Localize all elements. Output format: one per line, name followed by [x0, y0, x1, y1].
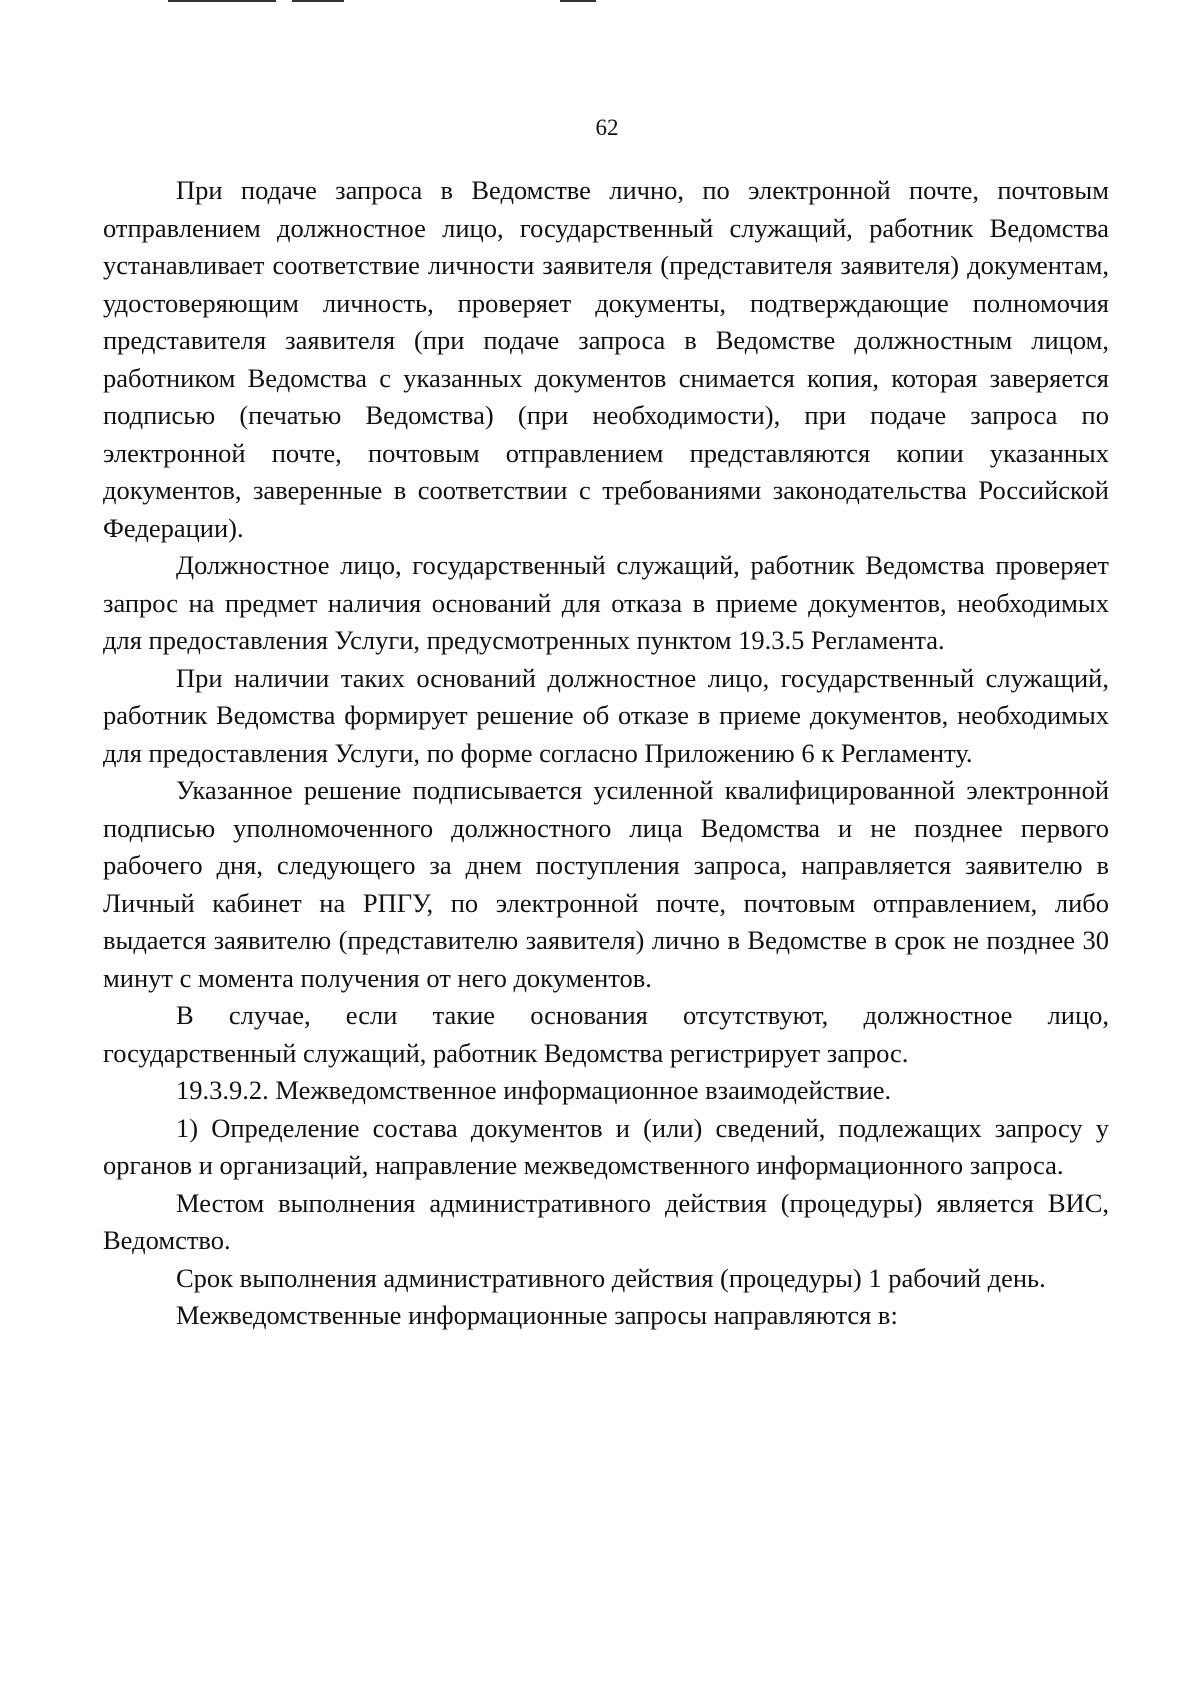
paragraph-refusal-decision: При наличии таких оснований должностное лицо, государственный служащий, работник Ведомства формирует решение об отказе в приеме документов, необходимых для предоставления Услуги, по форме согласно Приложению 6 к Регламенту.: [103, 662, 1109, 768]
scan-edge-mark: [292, 0, 344, 2]
document-body: [103, 172, 1109, 1335]
paragraph-request-check: Должностное лицо, государственный служащий, работник Ведомства проверяет запрос на предмет наличия оснований для отказа в приеме документов, необходимых для предоставления Услуги, предусмотренных пунктом 19.3.5 Регламента.: [103, 550, 1109, 655]
paragraph-document-composition: 1) Определение состава документов и (или) сведений, подлежащих запросу у органов и организаций, направление межведомственного информационного запроса.: [103, 1112, 1109, 1180]
page-number: 62: [595, 115, 619, 140]
paragraph-decision-signing: Указанное решение подписывается усиленной квалифицированной электронной подписью уполномоченного должностного лица Ведомства и не позднее первого рабочего дня, следующего за днем поступления запроса, направляется заявителю в Личный кабинет на РПГУ, по электронной почте, почтовым отправлением, либо выдается заявителю (представителю заявителя) лично в Ведомстве в срок не позднее 30 минут с момента получения от него документов.: [103, 775, 1109, 993]
section-heading-19-3-9-2: 19.3.9.2. Межведомственное информационное взаимодействие.: [176, 1075, 892, 1105]
paragraph-action-place: Местом выполнения административного действия (процедуры) является ВИС, Ведомство.: [103, 1187, 1109, 1255]
paragraph-request-submission: При подаче запроса в Ведомстве лично, по электронной почте, почтовым отправлением должностное лицо, государственный служащий, работник Ведомства устанавливает соответствие личности заявителя (представителя заявителя) документам, удостоверяющим личность, проверяет документы, подтверждающие полномочия представителя заявителя (при подаче запроса в Ведомстве должностным лицом, работником Ведомства с указанных документов снимается копия, которая заверяется подписью (печатью Ведомства) (при необходимости), при подаче запроса по электронной почте, почтовым отправлением представляются копии указанных документов, заверенные в соответствии с требованиями законодательства Российской Федерации).: [103, 175, 1109, 543]
paragraph-action-term: Срок выполнения административного действия (процедуры) 1 рабочий день.: [176, 1262, 1046, 1293]
paragraph-request-registration: В случае, если такие основания отсутствуют, должностное лицо, государственный служащий, работник Ведомства регистрирует запрос.: [103, 1000, 1109, 1068]
scan-edge-mark: [168, 0, 276, 2]
scan-edge-mark: [560, 0, 596, 2]
paragraph-interagency-requests: Межведомственные информационные запросы направляются в:: [176, 1300, 898, 1330]
